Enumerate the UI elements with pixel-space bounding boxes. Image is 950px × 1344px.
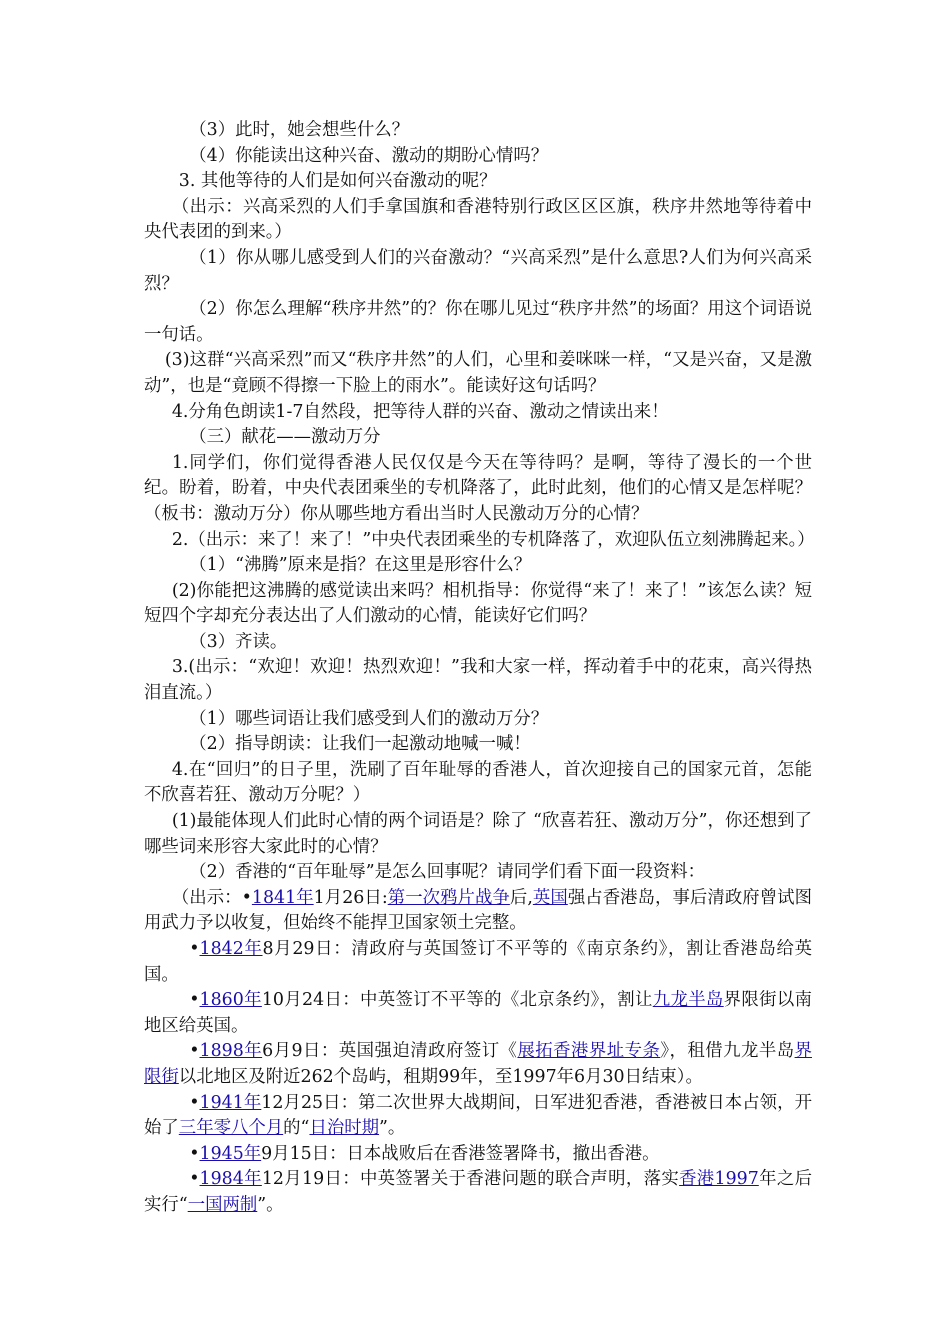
history-entry-1841: （出示：•1841年1月26日:第一次鸦片战争后,英国强占香港岛，事后清政府曾试图用武力予以收复，但始终不能捍卫国家领土完整。 [144,887,812,934]
block-3: 3.(出示：“欢迎！欢迎！热烈欢迎！”我和大家一样，挥动着手中的花束，高兴得热泪直流。） [144,657,812,704]
section-3-heading: （三）献花——激动万分 [189,427,381,448]
link-kowloon-peninsula[interactable]: 九龙半岛 [652,990,724,1011]
block-2-question-3: （3）齐读。 [189,631,288,652]
link-1860[interactable]: 1860年 [199,990,262,1011]
link-1941[interactable]: 1941年 [199,1092,262,1113]
history-entry-1945: •1945年9月15日：日本战败后在香港签署降书，撤出香港。 [189,1143,660,1164]
document-page [144,118,815,1219]
link-boundary-street[interactable]: 界限街 [144,1041,812,1087]
block-4-question-2: （2）香港的“百年耻辱”是怎么回事呢？请同学们看下面一段资料： [189,862,706,883]
link-japanese-occupation[interactable]: 日治时期 [309,1118,380,1139]
block-2: 2.（出示：来了！来了！”中央代表团乘坐的专机降落了，欢迎队伍立刻沸腾起来。） [171,529,815,550]
block-2-question-1: （1）“沸腾”原来是指？在这里是形容什么？ [189,555,532,576]
block-3-question-2: （2）指导朗读：让我们一起激动地喊一喊！ [189,734,531,755]
link-convention-extension[interactable]: 展拓香港界址专条 [517,1041,661,1062]
sub-question-1: （1）你从哪儿感受到人们的兴奋激动？“兴高采烈”是什么意思?人们为何兴高采烈？ [144,247,812,294]
block-4: 4.在“回归”的日子里，洗刷了百年耻辱的香港人，首次迎接自己的国家元首，怎能不欣喜若狂、激动万分呢？） [144,759,812,806]
step-4: 4.分角色朗读1-7自然段，把等待人群的兴奋、激动之情读出来！ [171,401,669,422]
block-2-question-2: (2)你能把这沸腾的感觉读出来吗？相机指导：你觉得“来了！来了！”该怎么读？短短四个字却充分表达出了人们激动的心情，能读好它们吗？ [144,580,812,627]
history-entry-1860: •1860年10月24日：中英签订不平等的《北京条约》，割让九龙半岛界限街以南地区给英国。 [144,990,812,1036]
show-text-1: （出示：兴高采烈的人们手拿国旗和香港特别行政区区区旗，秩序井然地等待着中央代表团的到来。） [144,196,812,243]
sub-question-3: (3)这群“兴高采烈”而又“秩序井然”的人们，心里和姜咪咪一样，“又是兴奋，又是激动”，也是“竟顾不得擦一下脸上的雨水”。能读好这句话吗？ [144,350,812,396]
block-1: 1.同学们，你们觉得香港人民仅仅是今天在等待吗？是啊，等待了漫长的一个世纪。盼着，盼着，中央代表团乘坐的专机降落了，此时此刻，他们的心情又是怎样呢？（板书：激动万分）你从哪些地方看出当时人民激动万分的心情？ [144,452,812,524]
link-1984[interactable]: 1984年 [199,1169,262,1190]
history-entry-1941: •1941年12月25日：第二次世界大战期间，日军进犯香港，香港被日本占领，开始了三年零八个月的“日治时期”。 [144,1092,812,1139]
link-one-country-two-systems[interactable]: 一国两制 [187,1194,258,1215]
question-3: （3）此时，她会想些什么？ [189,120,409,140]
step-3: 3. 其他等待的人们是如何兴奋激动的呢？ [178,171,497,192]
link-1842[interactable]: 1842年 [199,939,263,959]
sub-question-2: （2）你怎么理解“秩序井然”的？你在哪儿见过“秩序井然”的场面？用这个词语说一句话。 [144,299,812,345]
block-3-question-1: （1）哪些词语让我们感受到人们的激动万分？ [189,708,549,729]
block-4-question-1: (1)最能体现人们此时心情的两个词语是？除了 “欣喜若狂、激动万分”，你还想到了哪些词来形容大家此时的心情？ [144,811,812,857]
history-entry-1842: •1842年8月29日：清政府与英国签订不平等的《南京条约》，割让香港岛给英国。 [144,939,812,985]
history-entry-1984: •1984年12月19日：中英签署关于香港问题的联合声明，落实香港1997年之后实行“一国两制”。 [144,1169,812,1215]
link-first-opium-war[interactable]: 第一次鸦片战争 [387,887,510,908]
link-1898[interactable]: 1898年 [199,1041,263,1062]
link-three-years-eight-months[interactable]: 三年零八个月 [178,1118,284,1139]
link-hong-kong-1997[interactable]: 香港1997 [679,1169,759,1190]
question-4: （4）你能读出这种兴奋、激动的期盼心情吗？ [189,145,549,166]
link-britain[interactable]: 英国 [532,887,568,908]
link-1841[interactable]: 1841年 [251,887,314,908]
history-entry-1898: •1898年6月9日：英国强迫清政府签订《展拓香港界址专条》，租借九龙半岛界限街以北地区及附近262个岛屿，租期99年，至1997年6月30日结束）。 [144,1041,812,1087]
link-1945[interactable]: 1945年 [199,1143,262,1164]
